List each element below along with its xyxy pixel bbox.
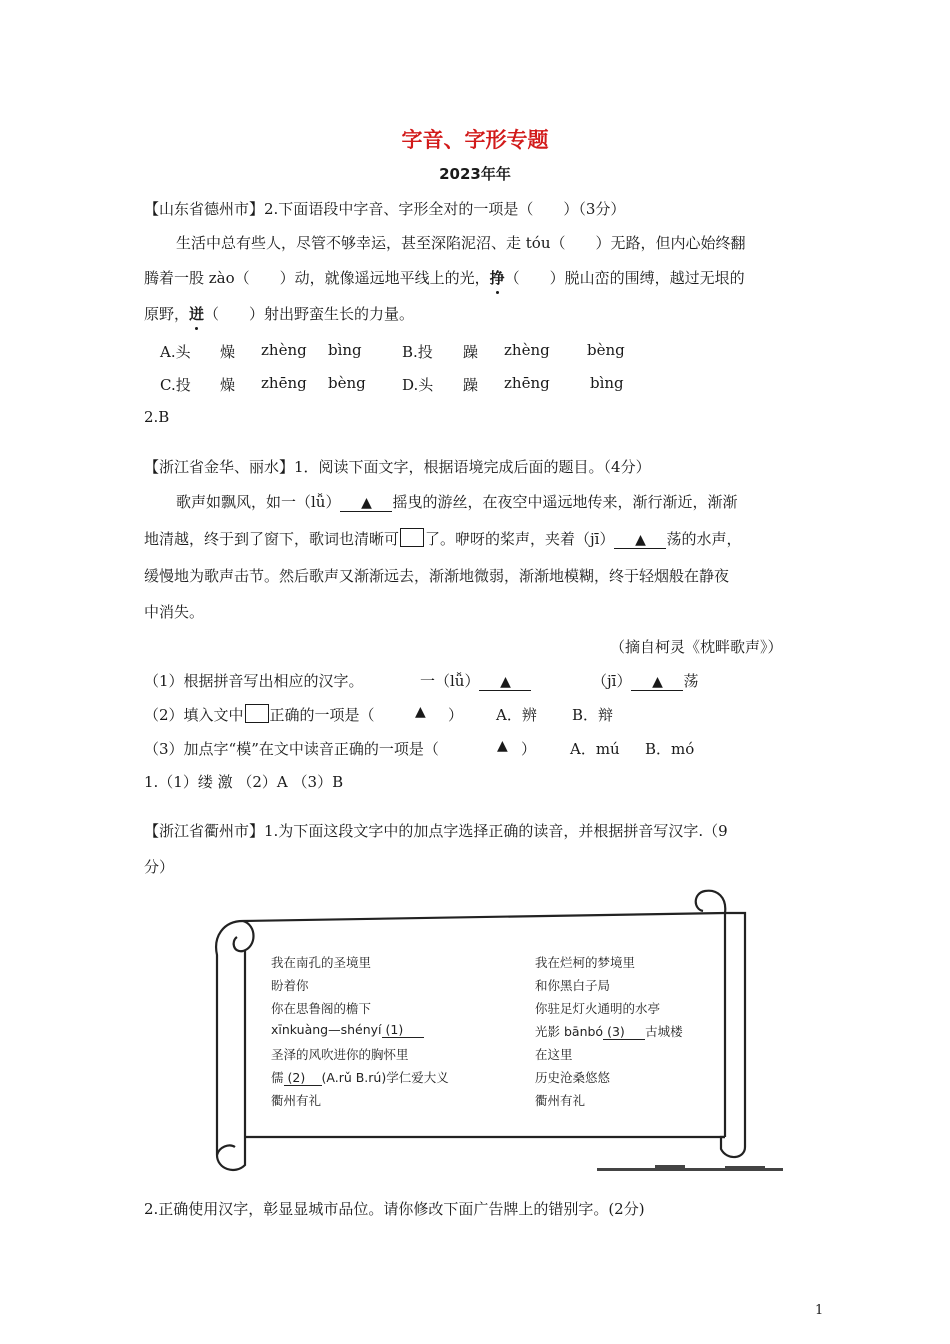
- q2-s1-d: 荡: [683, 672, 699, 690]
- q1-option-d-pinyin-1: zhēng: [504, 374, 550, 392]
- poem-left-line-3: 你在思鲁阁的檐下: [271, 1001, 372, 1016]
- q1-option-a-pinyin-1: zhèng: [261, 341, 307, 359]
- q2-s3-option-b: B．mó: [645, 740, 695, 758]
- q2-s1-triangle-1: ▲: [479, 674, 531, 691]
- q2-passage-line-4: 中消失。: [144, 603, 205, 621]
- poem-left-line-7: 衢州有礼: [271, 1093, 322, 1108]
- q2-s3-close: ）: [521, 740, 537, 758]
- q2-s3-triangle: ▲: [497, 738, 508, 754]
- q1-dotted-char-beng: 迸: [189, 305, 205, 323]
- q2-s1-blank-2: [592, 670, 698, 691]
- q1-option-d-label: D.头: [402, 376, 434, 394]
- q1-passage-line-3-b: （ ）射出野蛮生长的力量。: [204, 305, 415, 323]
- q2-passage-line-3: 缓慢地为歌声击节。然后歌声又渐渐远去，渐渐地微弱，渐渐地模糊，终于轻烟般在静夜: [144, 567, 730, 585]
- q2-s2-a: （2）填入文中: [144, 706, 244, 724]
- q2-s2-triangle: ▲: [415, 704, 426, 720]
- q2-blank-box: [400, 528, 424, 547]
- q1-passage-line-2-a: 腾着一股 zào（ ）动，就像遥远地平线上的光，: [144, 269, 490, 287]
- q1-passage-line-3-a: 原野，: [144, 305, 190, 323]
- q1-answer: 2.B: [144, 408, 170, 426]
- q2-s2-option-b: B．辩: [572, 706, 614, 724]
- q1-option-a-char: 燥: [220, 343, 236, 361]
- page-subtitle-year: 2023年年: [439, 165, 511, 183]
- q2-s2-b: 正确的一项是（: [269, 706, 375, 724]
- poem-right-l4-a: 光影 bānbó: [535, 1024, 604, 1039]
- q2-p2-b: 了。咿呀的桨声，夹着（jī）: [425, 530, 615, 548]
- q2-s3-option-a: A．mú: [570, 740, 620, 758]
- q4-header: 2.正确使用汉字，彰显显城市品位。请你修改下面广告牌上的错别字。(2分): [144, 1200, 645, 1218]
- q1-passage-line-1: 生活中总有些人，尽管不够幸运，甚至深陷泥沼、走 tóu（ ）无路，但内心始终翻: [176, 234, 746, 252]
- page-number: 1: [815, 1303, 824, 1318]
- q2-sub-3: （3）加点字“模”在文中读音正确的一项是（: [144, 740, 439, 758]
- poem-left-line-4: [271, 1022, 424, 1038]
- poem-right-line-3: 你驻足灯火通明的水亭: [535, 1001, 661, 1016]
- q2-passage-line-2: [144, 528, 741, 549]
- q1-option-c-pinyin-1: zhēng: [261, 374, 307, 392]
- q2-s1-triangle-2: ▲: [631, 674, 683, 691]
- poem-left-l6-rest: (A.rǔ B.rú)学仁爱大义: [321, 1070, 449, 1085]
- q1-option-d-char: 躁: [463, 376, 479, 394]
- poem-right-line-4: [535, 1022, 683, 1040]
- q2-source: （摘自柯灵《枕畔歌声》）: [610, 638, 783, 656]
- q2-s2-close: ）: [448, 706, 464, 724]
- poem-left-line-6: [271, 1068, 449, 1086]
- q1-option-c-char: 燥: [220, 376, 236, 394]
- poem-right-line-5: 在这里: [535, 1047, 573, 1062]
- poem-left-line-2: 盼着你: [271, 978, 309, 993]
- q2-answer: 1.（1）缕 激 （2）A （3）B: [144, 773, 344, 791]
- poem-right-line-2: 和你黑白子局: [535, 978, 611, 993]
- q2-p2-a: 地清越，终于到了窗下，歌词也清晰可: [144, 530, 400, 548]
- poem-blank-2: (2): [284, 1070, 322, 1086]
- q2-sub-1: [144, 670, 364, 691]
- scroll-illustration: [205, 885, 785, 1177]
- q1-option-b-label: B.投: [402, 343, 433, 361]
- q2-s2-box: [245, 704, 269, 723]
- q2-header: 【浙江省金华、丽水】1．阅读下面文字，根据语境完成后面的题目。（4分）: [144, 458, 651, 476]
- poem-right-line-7: 衢州有礼: [535, 1093, 586, 1108]
- q1-option-c-label: C.投: [160, 376, 191, 394]
- poem-right-line-6: 历史沧桑悠悠: [535, 1070, 611, 1085]
- poem-right-line-1: 我在烂柯的梦境里: [535, 955, 636, 970]
- q2-p2-c: 荡的水声，: [666, 530, 742, 548]
- q1-dotted-char-zheng: 挣: [489, 269, 505, 287]
- poem-left-l6-char: 儒: [271, 1070, 284, 1085]
- poem-right-l4-c: 古城楼: [645, 1024, 683, 1039]
- q1-header: 【山东省德州市】2.下面语段中字音、字形全对的一项是（ ）（3分）: [144, 200, 626, 218]
- poem-left-l4-pinyin: xīnkuàng—shényí: [271, 1022, 382, 1037]
- q1-option-a-label: A.头: [160, 343, 191, 361]
- q2-s2-option-a: A．辨: [496, 706, 537, 724]
- q3-header-line-2: 分）: [144, 858, 175, 876]
- q2-sub-2: [144, 704, 375, 725]
- q2-s1-a: （1）根据拼音写出相应的汉字。: [144, 672, 364, 690]
- q2-p1-a: 歌声如飘风，如一（lǚ）: [176, 493, 341, 511]
- q1-passage-line-2-b: （ ）脱山峦的围缚，越过无垠的: [504, 269, 745, 287]
- q1-option-row-1: [160, 341, 660, 365]
- q2-s1-c: （jī）: [592, 672, 632, 690]
- poem-left-line-5: 圣泽的风吹进你的胸怀里: [271, 1047, 409, 1062]
- q2-blank-ji: ▲: [614, 532, 666, 549]
- q3-header-line-1: 【浙江省衢州市】1.为下面这段文字中的加点字选择正确的读音，并根据拼音写汉字.（9: [144, 822, 728, 840]
- q1-passage-line-3: [144, 303, 414, 324]
- q1-option-b-pinyin-1: zhèng: [504, 341, 550, 359]
- poem-blank-1: (1): [382, 1022, 424, 1038]
- q1-option-a-pinyin-2: bìng: [328, 341, 362, 359]
- q2-s1-b: 一（lǚ）: [420, 672, 480, 690]
- q1-option-d-pinyin-2: bìng: [590, 374, 624, 392]
- q1-option-b-pinyin-2: bèng: [587, 341, 625, 359]
- q2-p1-b: 摇曳的游丝，在夜空中遥远地传来，渐行渐近，渐渐: [392, 493, 738, 511]
- q2-passage-line-1: [176, 491, 737, 512]
- q1-passage-line-2: [144, 267, 745, 288]
- page-title: 字音、字形专题: [401, 128, 549, 152]
- q1-option-b-char: 躁: [463, 343, 479, 361]
- poem-left-line-1: 我在南孔的圣境里: [271, 955, 372, 970]
- q2-s1-blank-1: [420, 670, 531, 691]
- q1-option-c-pinyin-2: bèng: [328, 374, 366, 392]
- q1-option-row-2: [160, 374, 660, 398]
- q2-blank-lv: ▲: [340, 495, 392, 512]
- poem-blank-3: (3): [603, 1024, 645, 1040]
